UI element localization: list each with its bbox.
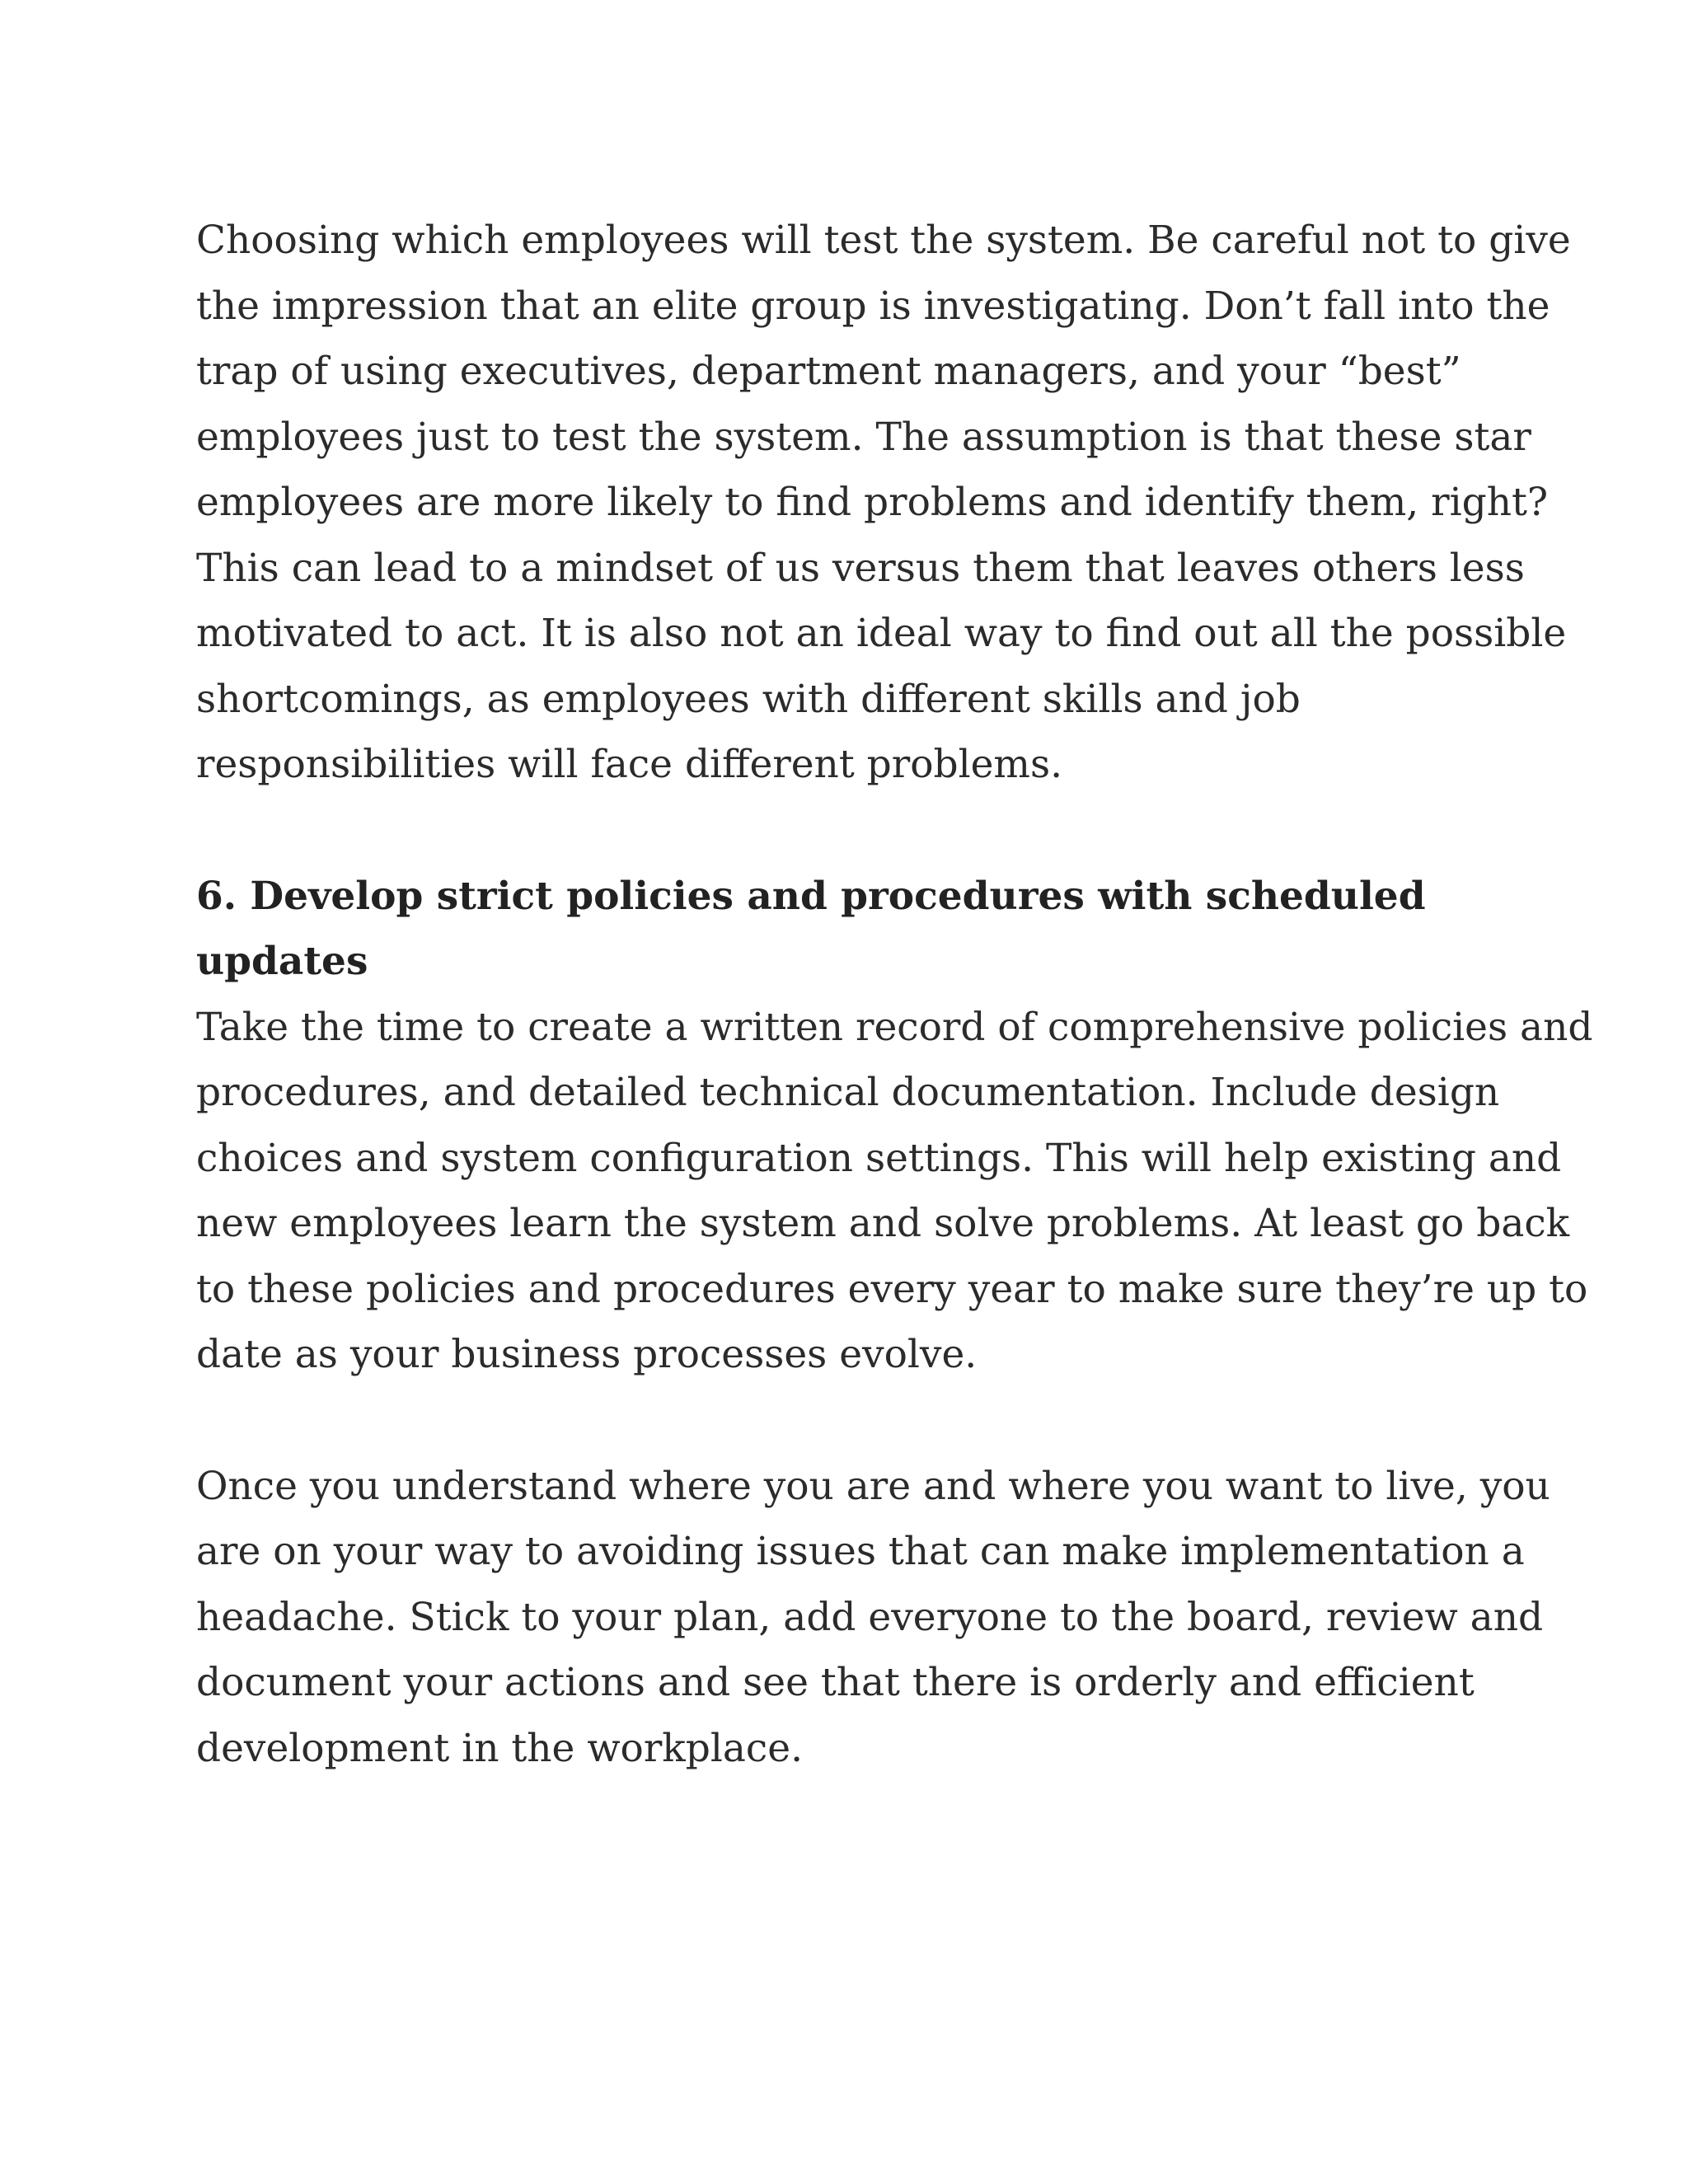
heading-line: 6. Develop strict policies and procedures with scheduled [196, 873, 1426, 919]
text-line: motivated to act. It is also not an ideal way to find out all the possible [196, 611, 1567, 656]
text-line: date as your business processes evolve. [196, 1332, 978, 1377]
paragraph-employee-testing [196, 208, 1571, 798]
text-line: responsibilities will face different problems. [196, 742, 1063, 787]
text-line: This can lead to a mindset of us versus them that leaves others less [196, 545, 1525, 591]
text-line: trap of using executives, department managers, and your “best” [196, 349, 1461, 394]
text-line: procedures, and detailed technical documentation. Include design [196, 1070, 1500, 1115]
text-line: document your actions and see that there is orderly and efficient [196, 1660, 1475, 1705]
paragraph-policies-body [196, 995, 1593, 1388]
text-line: headache. Stick to your plan, add everyone to the board, review and [196, 1594, 1544, 1640]
text-line: Choosing which employees will test the system. Be careful not to give [196, 218, 1571, 263]
heading-line: updates [196, 939, 368, 984]
text-line: Once you understand where you are and where you want to live, you [196, 1463, 1550, 1509]
text-line: the impression that an elite group is investigating. Don’t fall into the [196, 283, 1550, 329]
text-line: are on your way to avoiding issues that can make implementation a [196, 1529, 1525, 1574]
text-line: choices and system configuration settings. This will help existing and [196, 1135, 1562, 1181]
document-content [196, 208, 1593, 1781]
text-line: employees just to test the system. The assumption is that these star [196, 414, 1531, 460]
paragraph-closing [196, 1454, 1550, 1782]
text-line: new employees learn the system and solve problems. At least go back [196, 1201, 1570, 1246]
text-line: shortcomings, as employees with different skills and job [196, 676, 1301, 722]
text-line: to these policies and procedures every year to make sure they’re up to [196, 1266, 1588, 1312]
section-heading-policies [196, 864, 1482, 995]
text-line: employees are more likely to find problems and identify them, right? [196, 480, 1549, 525]
text-line: Take the time to create a written record of comprehensive policies and [196, 1004, 1593, 1050]
text-line: development in the workplace. [196, 1725, 804, 1771]
